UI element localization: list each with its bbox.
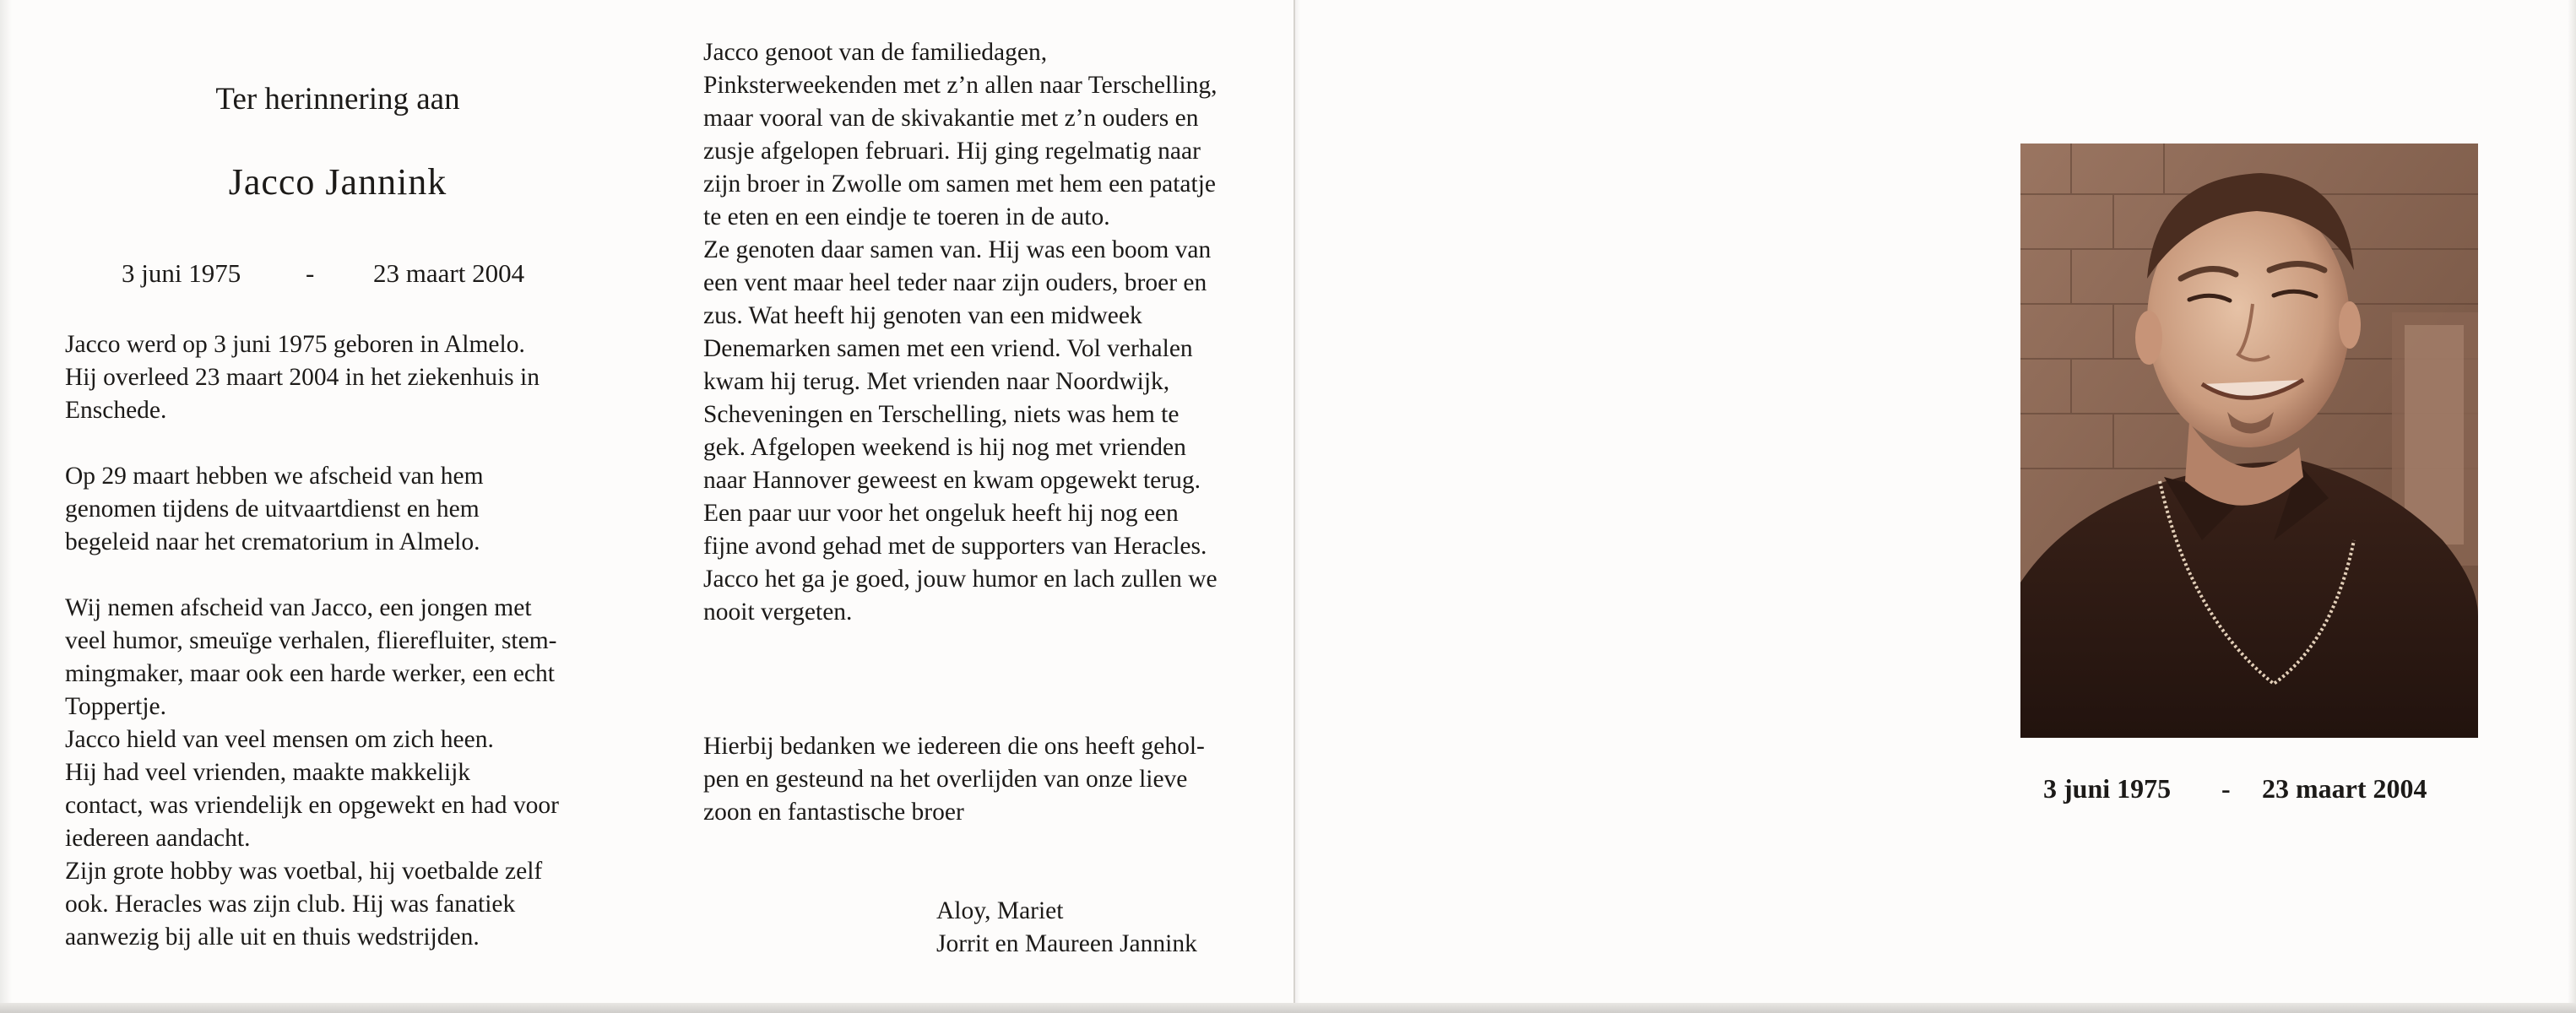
text-line: Scheveningen en Terschelling, niets was hem te	[703, 401, 1180, 428]
text-line: Jacco werd op 3 juni 1975 geboren in Almelo.	[65, 331, 525, 358]
text-line: iedereen aandacht.	[65, 825, 251, 852]
life-dates-right	[2009, 773, 2482, 815]
text-line: mingmaker, maar ook een harde werker, een echt	[65, 660, 555, 687]
text-line: Hij had veel vrienden, maakte makkelijk	[65, 759, 471, 786]
text-line: Jacco genoot van de familiedagen,	[703, 39, 1048, 66]
text-line: maar vooral van de skivakantie met z’n ouders en	[703, 105, 1199, 132]
birth-date-bold: 3 juni 1975	[2043, 773, 2172, 804]
text-line: Ze genoten daar samen van. Hij was een boom van	[703, 236, 1212, 263]
text-line: zusje afgelopen februari. Hij ging regelmatig naar	[703, 138, 1201, 165]
paragraph-memories	[703, 36, 1217, 629]
text-line: Enschede.	[65, 397, 167, 424]
text-line: zus. Wat heeft hij genoten van een midweek	[703, 302, 1142, 329]
paragraph-tribute	[65, 592, 559, 954]
death-date-bold: 23 maart 2004	[2262, 773, 2427, 804]
text-line: zoon en fantastische broer	[703, 799, 964, 826]
text-line: Toppertje.	[65, 693, 166, 720]
text-line: Op 29 maart hebben we afscheid van hem	[65, 463, 484, 490]
card-bottom-edge	[0, 1003, 2576, 1013]
paragraph-birth-death	[65, 328, 540, 427]
text-line: Denemarken samen met een vriend. Vol verhalen	[703, 335, 1193, 362]
life-dates-left	[0, 258, 675, 301]
portrait-photo	[2020, 144, 2478, 738]
text-line: nooit vergeten.	[703, 599, 853, 626]
text-line: naar Hannover geweest en kwam opgewekt terug.	[703, 467, 1201, 494]
text-line: Pinksterweekenden met z’n allen naar Terschelling,	[703, 72, 1217, 99]
text-line: ook. Heracles was zijn club. Hij was fanatiek	[65, 891, 516, 918]
text-line: genomen tijdens de uitvaartdienst en hem	[65, 496, 480, 523]
text-line: een vent maar heel teder naar zijn ouders, broer en	[703, 269, 1207, 296]
text-line: Jacco hield van veel mensen om zich heen.	[65, 726, 494, 753]
text-line: gek. Afgelopen weekend is hij nog met vrienden	[703, 434, 1186, 461]
text-line: te eten en een eindje te toeren in de auto.	[703, 203, 1110, 230]
text-line: Hierbij bedanken we iedereen die ons heeft gehol-	[703, 733, 1205, 760]
text-line: begeleid naar het crematorium in Almelo.	[65, 528, 480, 555]
signature-line: Aloy, Mariet	[936, 897, 1064, 924]
date-separator-bold: -	[2221, 773, 2231, 804]
text-line: pen en gesteund na het overlijden van onze lieve	[703, 766, 1188, 793]
text-line: zijn broer in Zwolle om samen met hem een patatje	[703, 171, 1216, 198]
birth-date: 3 juni 1975	[122, 258, 241, 288]
text-line: Jacco het ga je goed, jouw humor en lach zullen we	[703, 566, 1217, 593]
text-line: aanwezig bij alle uit en thuis wedstrijden.	[65, 924, 480, 951]
paragraph-farewell	[65, 460, 484, 559]
card-fold-shadow	[1295, 0, 1300, 1013]
deceased-name: Jacco Jannink	[228, 161, 447, 203]
card-left-edge	[0, 0, 12, 1013]
signature-line: Jorrit en Maureen Jannink	[936, 930, 1197, 957]
text-line: fijne avond gehad met de supporters van Heracles.	[703, 533, 1207, 560]
text-line: Wij nemen afscheid van Jacco, een jongen met	[65, 594, 532, 621]
text-line: contact, was vriendelijk en opgewekt en had voor	[65, 792, 559, 819]
text-line: kwam hij terug. Met vrienden naar Noordwijk,	[703, 368, 1170, 395]
text-line: Hij overleed 23 maart 2004 in het ziekenhuis in	[65, 364, 540, 391]
text-line: veel humor, smeuïge verhalen, flierefluiter, stem-	[65, 627, 557, 654]
portrait-illustration	[2020, 144, 2478, 738]
paragraph-thanks	[703, 730, 1205, 829]
death-date: 23 maart 2004	[373, 258, 525, 288]
family-signature	[936, 895, 1197, 961]
card-right-edge	[2568, 0, 2576, 1013]
text-line: Zijn grote hobby was voetbal, hij voetbalde zelf	[65, 858, 543, 885]
text-line: Een paar uur voor het ongeluk heeft hij nog een	[703, 500, 1179, 527]
date-separator: -	[306, 258, 315, 288]
card-intro-heading: Ter herinnering aan	[215, 82, 460, 116]
